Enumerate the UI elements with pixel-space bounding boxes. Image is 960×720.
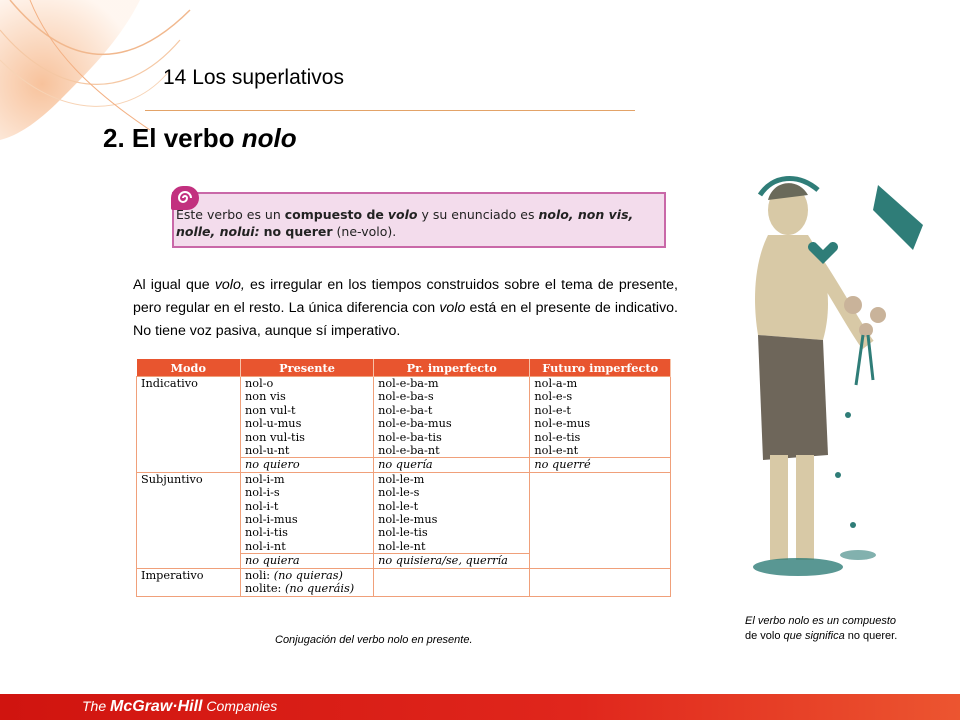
table-caption: Conjugación del verbo nolo en presente. <box>275 634 473 646</box>
paragraph-text-part: volo <box>439 300 466 316</box>
form: nol-e-mus <box>534 417 591 431</box>
caption-part: de volo <box>745 630 784 642</box>
trans-ind-imperfecto <box>374 458 530 472</box>
figure-caption <box>745 614 945 644</box>
form: nol-i-m <box>245 472 285 486</box>
form: nol-e-s <box>534 390 573 404</box>
paragraph-text-part: volo, <box>214 277 245 293</box>
form: non vis <box>245 390 286 404</box>
form: nol-e-ba-tis <box>378 430 442 444</box>
figure-caption-line2 <box>745 629 945 644</box>
cell-ind-presente <box>241 377 374 458</box>
header-presente: Presente <box>241 359 374 377</box>
caption-part: no querer. <box>844 630 898 642</box>
chapter-title: 14 Los superlativos <box>163 66 344 89</box>
trans-sub-imperfecto <box>374 554 530 568</box>
cell-ind-futuro <box>530 377 671 458</box>
figure-caption-line1: El verbo nolo es un compuesto <box>745 615 897 627</box>
paragraph-text-part: es irregular en los tiempos construidos sobre el tema de presente, pero regular en el resto. La única diferencia con <box>133 277 678 316</box>
form: nol-e-ba-t <box>378 403 433 417</box>
mood-indicativo <box>137 377 241 473</box>
mood-label: Subjuntivo <box>141 472 203 486</box>
cell-sub-imperfecto <box>374 472 530 553</box>
figure-illustration <box>738 155 933 585</box>
header-futuro: Futuro imperfecto <box>530 359 671 377</box>
mood-label: Indicativo <box>141 377 198 390</box>
callout-text-part: compuesto de <box>284 207 384 222</box>
caption-part: que significa <box>783 630 845 642</box>
callout-text-part: (ne-volo). <box>332 224 397 239</box>
definition-callout <box>172 192 666 248</box>
callout-text <box>176 206 660 240</box>
body-paragraph <box>133 274 678 343</box>
cell-imp-futuro-empty <box>530 568 671 596</box>
table-header-row <box>137 359 671 377</box>
header-modo: Modo <box>137 359 241 377</box>
form: nol-e-ba-mus <box>378 417 452 431</box>
paragraph-text-part: está en el presente de indicativo. No tiene voz pasiva, aunque sí imperativo. <box>133 300 678 339</box>
form: nol-e-nt <box>534 444 579 458</box>
form: non vul-tis <box>245 430 305 444</box>
translation: (no quieras) <box>273 568 343 582</box>
form: nol-i-mus <box>245 513 298 527</box>
form: nol-le-m <box>378 472 425 486</box>
cell-ind-imperfecto <box>374 377 530 458</box>
translation: no quería <box>378 458 433 472</box>
publisher-logo <box>82 698 277 716</box>
mood-subjuntivo <box>137 472 241 568</box>
form: nol-le-tis <box>378 526 428 540</box>
brand-suffix: Companies <box>202 698 278 714</box>
form: nol-e-t <box>534 403 571 417</box>
imperative-form <box>245 569 369 582</box>
form: nolite: <box>245 582 282 596</box>
section-number: 2. <box>103 123 125 153</box>
form: nol-le-t <box>378 499 419 513</box>
header-divider <box>145 110 635 111</box>
section-title <box>103 123 297 154</box>
table-row <box>137 472 671 553</box>
mood-imperativo <box>137 568 241 596</box>
form: nol-i-nt <box>245 539 286 553</box>
form: nol-i-t <box>245 499 279 513</box>
form: noli: <box>245 568 271 582</box>
section-title-plain: El verbo <box>131 123 235 153</box>
callout-text-part: no querer <box>263 224 333 239</box>
form: non vul-t <box>245 403 296 417</box>
trans-ind-presente <box>241 458 374 472</box>
table-row <box>137 568 671 596</box>
section-title-italic: nolo <box>241 123 297 153</box>
translation: (no queráis) <box>284 582 355 596</box>
form: nol-le-s <box>378 486 420 500</box>
form: nol-u-nt <box>245 444 290 458</box>
translation: no quiero <box>245 458 300 472</box>
form: nol-o <box>245 377 274 390</box>
form: nol-a-m <box>534 377 578 390</box>
conjugation-table <box>136 359 671 597</box>
translation: no querré <box>534 458 591 472</box>
brand-name: McGraw·Hill <box>110 698 203 715</box>
callout-text-part: Este verbo es un <box>176 207 285 222</box>
table-row <box>137 377 671 458</box>
form: nol-e-ba-s <box>378 390 434 404</box>
form: nol-i-tis <box>245 526 288 540</box>
form: nol-le-mus <box>378 513 438 527</box>
translation: no quiera <box>245 554 300 568</box>
cell-sub-presente <box>241 472 374 553</box>
paragraph-text-part: Al igual que <box>133 277 215 293</box>
cell-sub-futuro-empty <box>530 472 671 568</box>
cell-imp-imperfecto-empty <box>374 568 530 596</box>
translation: no quisiera/se, querría <box>378 554 508 568</box>
callout-text-part: volo <box>387 207 418 222</box>
callout-text-part: nolo, non vis, nolle, nolui: <box>176 207 634 239</box>
trans-sub-presente <box>241 554 374 568</box>
form: nol-e-ba-nt <box>378 444 440 458</box>
imperative-form <box>245 582 369 595</box>
brand-the: The <box>82 698 111 714</box>
form: nol-le-nt <box>378 539 426 553</box>
form: nol-e-ba-m <box>378 377 439 390</box>
trans-ind-futuro <box>530 458 671 472</box>
cell-imp-presente <box>241 568 374 596</box>
form: nol-u-mus <box>245 417 302 431</box>
callout-text-part: y su enunciado es <box>417 207 539 222</box>
header-imperfecto: Pr. imperfecto <box>374 359 530 377</box>
form: nol-e-tis <box>534 430 581 444</box>
footer-bar <box>0 694 960 720</box>
mood-label: Imperativo <box>141 568 204 582</box>
form: nol-i-s <box>245 486 280 500</box>
